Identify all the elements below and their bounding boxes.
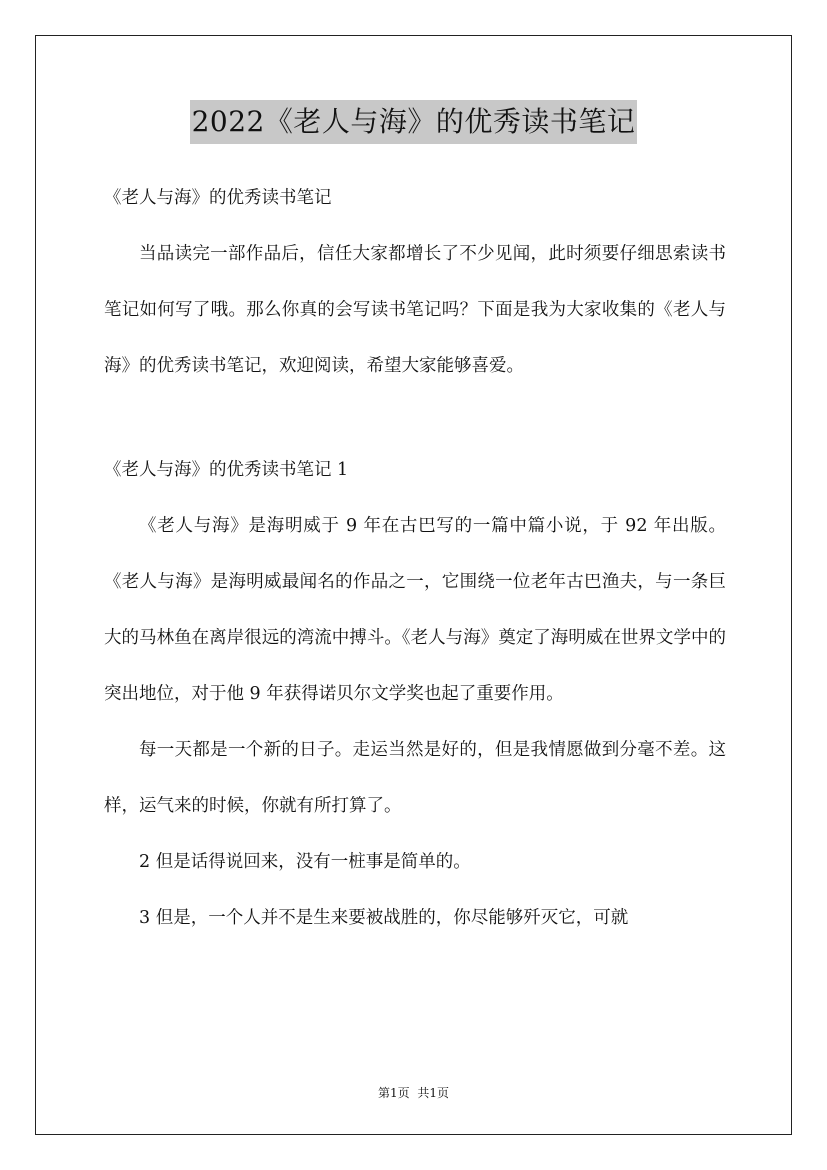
document-title: 2022《老人与海》的优秀读书笔记 (190, 100, 638, 144)
body-paragraph: 《老人与海》是海明威于 9 年在古巴写的一篇中篇小说，于 92 年出版。《老人与海》是海明威最闻名的作品之一，它围绕一位老年古巴渔夫，与一条巨大的马林鱼在离岸很远的湾流中搏斗。《老人与海》奠定了海明威在世界文学中的突出地位，对于他 9 年获得诺贝尔文学奖也起了重要作用。 (104, 516, 726, 704)
intro-paragraph: 当品读完一部作品后，信任大家都增长了不少见闻，此时须要仔细思索读书笔记如何写了哦。那么你真的会写读书笔记吗？下面是我为大家收集的《老人与海》的优秀读书笔记，欢迎阅读，希望大家能够喜爱。 (104, 244, 726, 376)
body-paragraph: 2 但是话得说回来，没有一桩事是简单的。 (139, 852, 471, 872)
section-gap (104, 394, 726, 442)
page-total: 共1页 (417, 1086, 450, 1100)
body-paragraph: 3 但是，一个人并不是生来要被战胜的，你尽能够歼灭它，可就 (139, 908, 629, 928)
title-container (0, 100, 827, 144)
page-footer (0, 1084, 827, 1101)
page-number: 第1页 (377, 1086, 410, 1100)
document-body (104, 170, 726, 946)
section-heading: 《老人与海》的优秀读书笔记 1 (104, 460, 349, 480)
body-paragraph: 每一天都是一个新的日子。走运当然是好的，但是我情愿做到分毫不差。这样，运气来的时候，你就有所打算了。 (104, 740, 726, 816)
subtitle: 《老人与海》的优秀读书笔记 (104, 188, 332, 208)
